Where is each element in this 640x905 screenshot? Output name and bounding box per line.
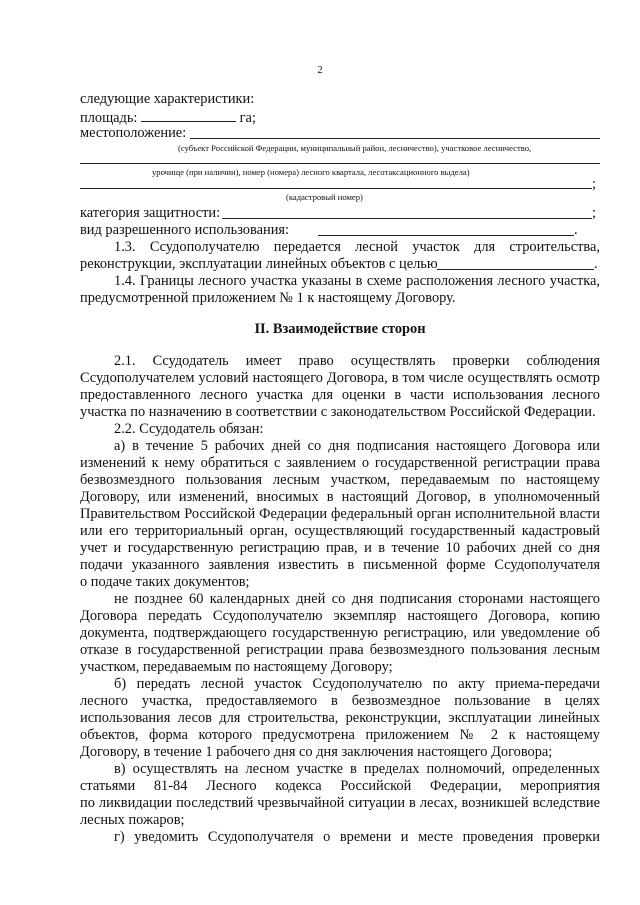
- use-underline: [318, 235, 574, 236]
- tract-caption: урочище (при наличии), номер (номера) лесного квартала, лесотаксационного выдела): [152, 167, 470, 177]
- clause-2-1-line-1: 2.1. Ссудодатель имеет право осуществлять проверки соблюдения: [114, 353, 600, 369]
- page-number: 2: [317, 64, 323, 76]
- item-60-line-5: участком, передаваемым по настоящему Договору;: [80, 659, 393, 675]
- clause-1-3-purpose-label: реконструкции, эксплуатации линейных объектов с целью: [80, 256, 438, 272]
- item-v-line-3: по ликвидации последствий чрезвычайной ситуации в лесах, возникшей вследствие: [80, 795, 600, 811]
- protection-semicolon: ;: [592, 205, 596, 221]
- cadastral-semicolon: ;: [592, 176, 596, 192]
- item-g-line-1: г) уведомить Ссудополучателя о времени и месте проведения проверки: [114, 829, 600, 845]
- use-label: вид разрешенного использования:: [80, 222, 290, 238]
- cadastral-underline: [80, 188, 592, 189]
- cadastral-caption: (кадастровый номер): [286, 192, 363, 202]
- use-line: [80, 222, 600, 239]
- item-60-line-2: Договора передать Ссудополучателю экземпляр настоящего Договора, копию: [80, 608, 600, 624]
- clause-1-4-line-1: 1.4. Границы лесного участка указаны в схеме расположения лесного участка,: [114, 273, 600, 289]
- location-underline: [190, 138, 600, 139]
- item-v-line-2: статьями 81-84 Лесного кодекса Российской Федерации, мероприятия: [80, 778, 600, 794]
- section-title: II. Взаимодействие сторон: [254, 321, 426, 337]
- area-blank: [141, 108, 236, 122]
- item-a-line-4: Договору, или изменений, вносимых в настоящий Договор, в уполномоченный: [80, 489, 600, 505]
- clause-1-4-line-2: предусмотренной приложением № 1 к настоящему Договору.: [80, 290, 456, 306]
- item-b-line-5: Договору, в течение 1 рабочего дня со дня заключения настоящего Договора;: [80, 744, 553, 760]
- item-a-line-8: подачи указанного заявления известить в письменной форме Ссудополучателя: [80, 557, 600, 573]
- item-b-line-4: объектов, форма которого предусмотрена приложением № 2 к настоящему: [80, 727, 600, 743]
- protection-underline: [222, 218, 592, 219]
- item-b-line-2: лесного участка, предоставляемого в безвозмездное пользование в целях: [80, 693, 600, 709]
- item-60-line-1: не позднее 60 календарных дней со дня подписания сторонами настоящего: [114, 591, 600, 607]
- clause-1-3-line-2: [80, 256, 600, 273]
- use-dot: .: [574, 222, 578, 238]
- item-a-line-7: учет и государственную регистрацию прав, и в течение 10 рабочих дней со дня: [80, 540, 600, 556]
- item-b-line-3: использования лесов для строительства, реконструкции, эксплуатации линейных: [80, 710, 600, 726]
- item-a-line-3: безвозмездного пользования лесным участком, передаваемым по настоящему: [80, 472, 600, 488]
- tract-underline: [80, 163, 600, 164]
- item-v-line-1: в) осуществлять на лесном участке в пределах полномочий, определенных: [114, 761, 600, 777]
- item-a-line-1: а) в течение 5 рабочих дней со дня подписания настоящего Договора или: [114, 438, 600, 454]
- item-a-line-6: или его территориальный орган, осуществляющий государственный кадастровый: [80, 523, 600, 539]
- clause-1-3-line-1: 1.3. Ссудополучателю передается лесной участок для строительства,: [114, 239, 600, 255]
- protection-label: категория защитности:: [80, 205, 221, 221]
- purpose-underline: [437, 269, 594, 270]
- protection-line: [80, 205, 600, 222]
- characteristics-line: следующие характеристики:: [80, 91, 255, 107]
- item-60-line-4: отказе в государственной регистрации права безвозмездного пользования лесным: [80, 642, 600, 658]
- clause-2-1-line-3: предоставленного лесного участка для оценки в части использования лесного: [80, 387, 600, 403]
- item-a-line-9: о подаче таких документов;: [80, 574, 250, 590]
- item-v-line-4: лесных пожаров;: [80, 812, 185, 828]
- clause-2-1-line-4: участка по назначению в соответствии с законодательством Российской Федерации.: [80, 404, 596, 420]
- item-a-line-2: изменений к нему обратиться с заявлением о государственной регистрации права: [80, 455, 600, 471]
- item-60-line-3: документа, подтверждающего государственную регистрацию, или уведомление об: [80, 625, 600, 641]
- area-label: площадь:: [80, 110, 138, 126]
- clause-2-2: 2.2. Ссудодатель обязан:: [114, 421, 264, 437]
- purpose-dot: .: [594, 256, 598, 272]
- location-line: [80, 125, 600, 142]
- item-b-line-1: б) передать лесной участок Ссудополучателю по акту приема-передачи: [114, 676, 600, 692]
- location-caption: (субъект Российской Федерации, муниципальный район, лесничество), участковое лесничество,: [178, 143, 532, 153]
- area-unit: га;: [239, 110, 256, 126]
- clause-2-1-line-2: Ссудополучателем условий настоящего Договора, в том числе осуществлять осмотр: [80, 370, 600, 386]
- location-label: местоположение:: [80, 125, 187, 141]
- item-a-line-5: Правительством Российской Федерации федеральный орган исполнительной власти: [80, 506, 600, 522]
